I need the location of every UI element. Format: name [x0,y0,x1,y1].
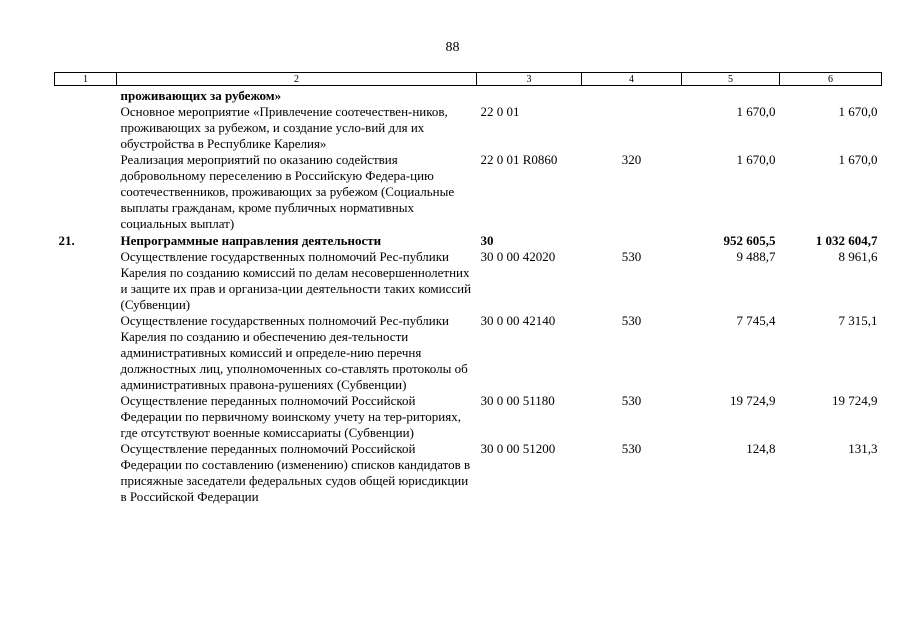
table-row [55,152,882,232]
row-amount-year1: 19 724,9 [730,393,776,408]
row-number [55,441,117,505]
row-target-code: 30 0 00 51180 [480,393,555,408]
row-name: Реализация мероприятий по оказанию содействия добровольному переселению в Российскую Федера-цию соотечественников, проживающих за рубежом (Социальные выплаты гражданам, кроме публичных нормативных социальных выплат) [120,152,455,231]
row-expense-type [582,232,682,249]
row-number [55,152,117,232]
budget-table [54,72,882,505]
row-amount-year2: 19 724,9 [832,393,878,408]
row-name: Непрограммные направления деятельности [120,233,382,248]
table-row [55,393,882,441]
row-amount-year2: 7 315,1 [838,313,878,328]
row-name: Осуществление государственных полномочий Рес-публики Карелия по созданию комиссий по делам несовершеннолетних и защите их прав и организа-ции деятельности таких комиссий (Субвенции) [120,249,472,312]
row-amount-year2: 131,3 [848,441,878,456]
row-name: Осуществление переданных полномочий Российской Федерации по составлению (изменению) списков кандидатов в присяжные заседатели федеральных судов общей юрисдикции в Российской Федерации [120,441,471,504]
row-amount-year1: 9 488,7 [736,249,776,264]
table-row [55,104,882,152]
table-row [55,313,882,393]
column-number-row [55,73,882,86]
table-row [55,86,882,105]
row-amount-year1: 1 670,0 [736,152,776,167]
row-target-code: 30 [480,233,494,248]
row-expense-type: 530 [621,313,642,328]
row-number [55,313,117,393]
row-amount-year2 [780,86,882,105]
row-expense-type: 530 [621,393,642,408]
row-number: 21. [58,233,75,248]
row-expense-type [582,104,682,152]
column-header-1: 1 [55,73,117,86]
row-number [55,86,117,105]
row-amount-year2: 1 032 604,7 [815,233,878,248]
row-amount-year1: 7 745,4 [736,313,776,328]
column-header-3: 3 [477,73,582,86]
row-name: Основное мероприятие «Привлечение соотечествен-ников, проживающих за рубежом, и создание усло-вий для их обустройства в Республике Карелия» [120,104,448,151]
row-target-code: 22 0 01 [480,104,520,119]
row-target-code: 30 0 00 42140 [480,313,556,328]
row-amount-year2: 1 670,0 [838,104,878,119]
table-row [55,232,882,249]
row-number [55,249,117,313]
row-target-code: 30 0 00 42020 [480,249,556,264]
row-number [55,393,117,441]
row-name: проживающих за рубежом» [120,88,282,103]
page-number: 88 [445,40,460,55]
column-header-4: 4 [582,73,682,86]
table-row [55,249,882,313]
row-amount-year2: 1 670,0 [838,152,878,167]
row-target-code: 30 0 00 51200 [480,441,556,456]
row-amount-year1: 124,8 [746,441,776,456]
row-expense-type: 530 [621,441,642,456]
row-target-code: 22 0 01 R0860 [480,152,558,167]
row-amount-year1: 952 605,5 [723,233,776,248]
row-amount-year1: 1 670,0 [736,104,776,119]
row-number [55,104,117,152]
row-amount-year1 [682,86,780,105]
column-header-6: 6 [780,73,882,86]
column-header-5: 5 [682,73,780,86]
column-header-2: 2 [117,73,477,86]
row-expense-type: 530 [621,249,642,264]
table-row [55,441,882,505]
row-name: Осуществление государственных полномочий Рес-публики Карелия по созданию и обеспечению дея-тельности административных комиссий и определе-нию перечня должностных лиц, уполномоченных со-ставлять протоколы об административных правона-рушениях (Субвенции) [120,313,468,392]
row-name: Осуществление переданных полномочий Российской Федерации по первичному воинскому учету на тер-риториях, где отсутствуют военные комиссариаты (Субвенции) [120,393,461,440]
row-amount-year2: 8 961,6 [838,249,878,264]
row-expense-type: 320 [621,152,642,167]
row-target-code [477,86,582,105]
row-expense-type [582,86,682,105]
